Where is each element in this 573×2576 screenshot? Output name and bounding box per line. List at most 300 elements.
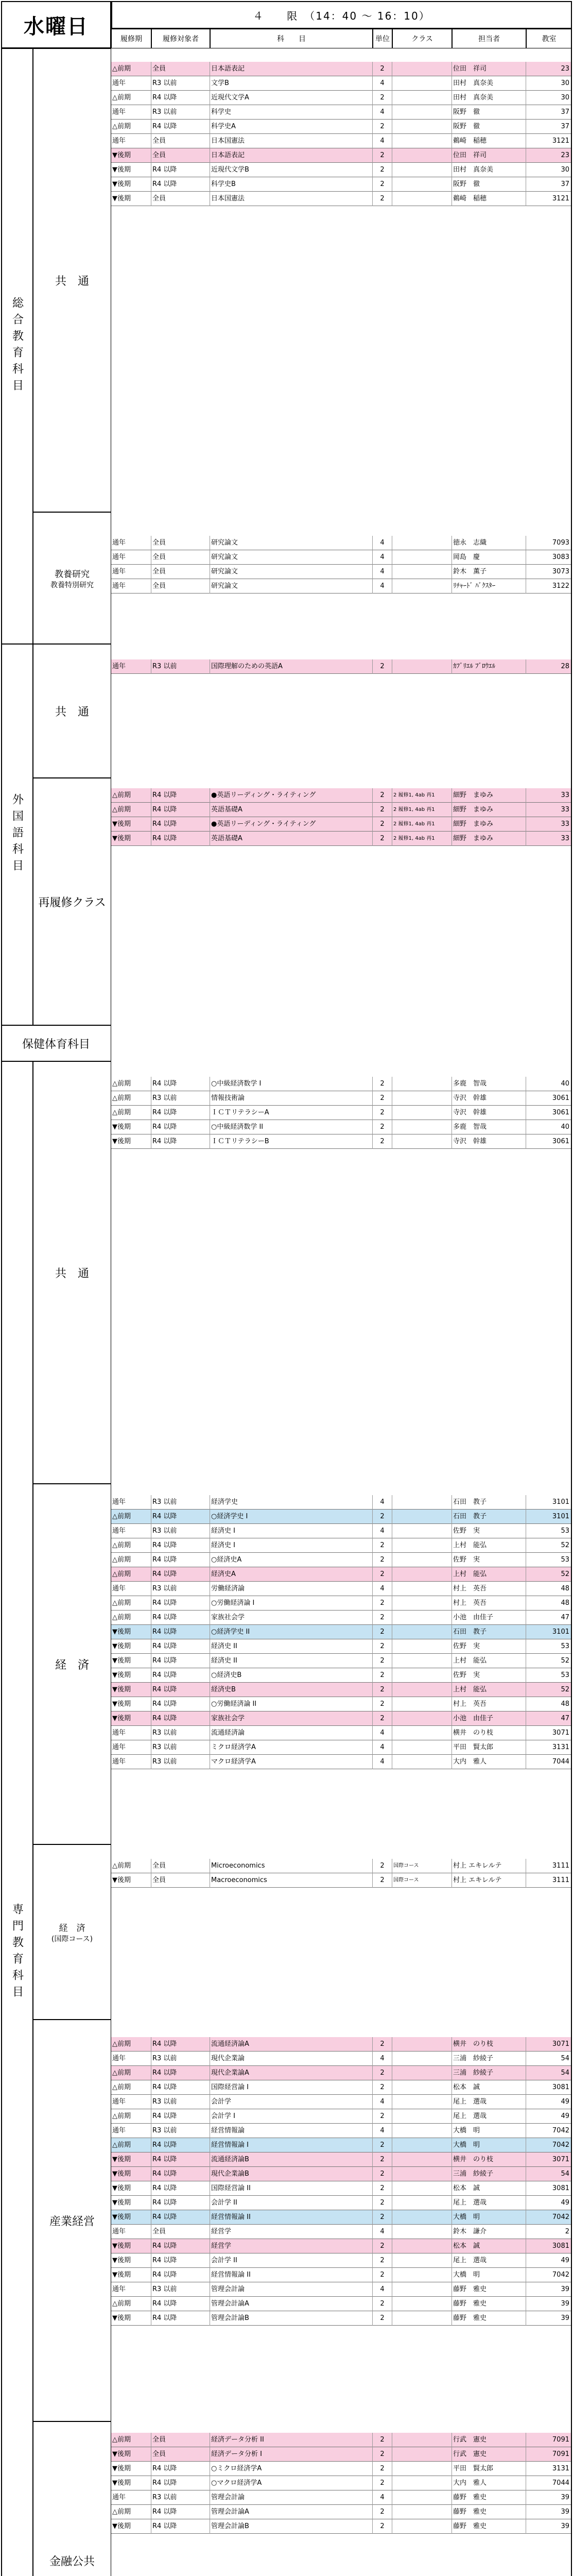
- course-row: [111, 1134, 572, 1149]
- room-cell: 53: [526, 1639, 572, 1654]
- target-cell: 全員: [151, 2447, 210, 2462]
- course-row: [111, 120, 572, 134]
- credits-cell: 2: [373, 2080, 392, 2095]
- subject-cell: 経営学: [210, 2225, 373, 2239]
- subject-cell: 経済史B: [210, 1683, 373, 1697]
- target-cell: 全員: [151, 192, 210, 206]
- teacher-cell: 細野 まゆみ: [452, 832, 526, 846]
- term-cell: △前期: [111, 1106, 151, 1120]
- term-cell: ▼後期: [111, 1625, 151, 1639]
- term-cell: ▼後期: [111, 1697, 151, 1711]
- teacher-cell: 尾上 選哉: [452, 2095, 526, 2109]
- class-cell: [392, 1538, 452, 1553]
- target-cell: R4 以降: [151, 2153, 210, 2167]
- target-cell: R4 以降: [151, 1683, 210, 1697]
- class-cell: [392, 1596, 452, 1611]
- credits-cell: 2: [373, 2153, 392, 2167]
- term-cell: ▼後期: [111, 1711, 151, 1726]
- subject-cell: 日本国憲法: [210, 192, 373, 206]
- target-cell: R4 以降: [151, 2268, 210, 2282]
- course-row: [111, 1538, 572, 1553]
- teacher-cell: 松本 誠: [452, 2239, 526, 2253]
- class-cell: [392, 1697, 452, 1711]
- class-cell: [392, 2066, 452, 2080]
- course-row: [111, 832, 572, 846]
- class-cell: [392, 2167, 452, 2181]
- teacher-cell: 大内 雅人: [452, 2476, 526, 2490]
- class-cell: [392, 550, 452, 565]
- target-cell: R4 以降: [151, 1510, 210, 1524]
- class-cell: [392, 1567, 452, 1582]
- subject-cell: 流通経済論B: [210, 2153, 373, 2167]
- credits-cell: 2: [373, 1510, 392, 1524]
- term-cell: 通年: [111, 2095, 151, 2109]
- category-specialized: 専門教育科目: [1, 1061, 33, 2576]
- credits-cell: 2: [373, 62, 392, 76]
- target-cell: R4 以降: [151, 2239, 210, 2253]
- course-row: [111, 148, 572, 163]
- term-cell: 通年: [111, 659, 151, 674]
- target-cell: 全員: [151, 134, 210, 148]
- room-cell: 3111: [526, 1873, 572, 1888]
- class-cell: 2 履修1, 4ab 再1: [392, 817, 452, 832]
- credits-cell: 4: [373, 1582, 392, 1596]
- teacher-cell: 尾上 選哉: [452, 2253, 526, 2268]
- target-cell: R3 以前: [151, 1495, 210, 1510]
- course-row: [111, 1106, 572, 1120]
- subject-cell: 会計学: [210, 2095, 373, 2109]
- target-cell: R4 以降: [151, 1654, 210, 1668]
- course-row: [111, 105, 572, 120]
- target-cell: 全員: [151, 62, 210, 76]
- economics-intl-sub: (国際コース): [51, 1935, 93, 1943]
- credits-cell: 2: [373, 1711, 392, 1726]
- course-row: [111, 817, 572, 832]
- credits-cell: 2: [373, 2066, 392, 2080]
- class-cell: [392, 1582, 452, 1596]
- term-cell: △前期: [111, 62, 151, 76]
- term-cell: △前期: [111, 1859, 151, 1873]
- class-cell: [392, 2311, 452, 2326]
- target-cell: 全員: [151, 536, 210, 550]
- col-header-class: クラス: [392, 29, 452, 48]
- term-cell: ▼後期: [111, 2311, 151, 2326]
- course-row: [111, 2095, 572, 2109]
- course-row: [111, 1582, 572, 1596]
- term-cell: △前期: [111, 1091, 151, 1106]
- target-cell: 全員: [151, 148, 210, 163]
- course-row: [111, 62, 572, 76]
- course-row: [111, 177, 572, 192]
- subject-cell: 流通経済論: [210, 1726, 373, 1740]
- target-cell: R3 以前: [151, 2490, 210, 2505]
- teacher-cell: 鵜崎 稲穂: [452, 192, 526, 206]
- credits-cell: 2: [373, 832, 392, 846]
- target-cell: R4 以降: [151, 2210, 210, 2225]
- subcategory-common: 共 通: [33, 48, 111, 512]
- teacher-cell: 鈴木 謙介: [452, 2225, 526, 2239]
- course-row: [111, 550, 572, 565]
- class-cell: [392, 1683, 452, 1697]
- subject-cell: ○中級経済数学 I: [210, 1077, 373, 1091]
- credits-cell: 4: [373, 2124, 392, 2138]
- credits-cell: 2: [373, 2037, 392, 2052]
- term-cell: ▼後期: [111, 2181, 151, 2196]
- teacher-cell: 藤野 雅史: [452, 2505, 526, 2519]
- term-cell: ▼後期: [111, 2167, 151, 2181]
- credits-cell: 2: [373, 659, 392, 674]
- room-cell: 7093: [526, 536, 572, 550]
- subject-cell: 会計学 II: [210, 2196, 373, 2210]
- target-cell: R3 以前: [151, 1091, 210, 1106]
- teacher-cell: ﾘﾁｬｰﾄﾞ ﾊﾞｸｽﾀｰ: [452, 579, 526, 594]
- teacher-cell: 寺沢 幹雄: [452, 1106, 526, 1120]
- term-cell: 通年: [111, 565, 151, 579]
- class-cell: [392, 536, 452, 550]
- credits-cell: 4: [373, 2095, 392, 2109]
- target-cell: R4 以降: [151, 1553, 210, 1567]
- room-cell: 3061: [526, 1091, 572, 1106]
- credits-cell: 2: [373, 91, 392, 105]
- term-cell: 通年: [111, 105, 151, 120]
- subject-cell: ○経済学史 II: [210, 1625, 373, 1639]
- teacher-cell: 村上 エキレルテ: [452, 1873, 526, 1888]
- term-cell: ▼後期: [111, 148, 151, 163]
- term-cell: ▼後期: [111, 1873, 151, 1888]
- credits-cell: 2: [373, 1538, 392, 1553]
- room-cell: 54: [526, 2167, 572, 2181]
- course-row: [111, 1683, 572, 1697]
- subject-cell: 科学史: [210, 105, 373, 120]
- teacher-cell: 多鹿 智哉: [452, 1077, 526, 1091]
- term-cell: △前期: [111, 1611, 151, 1625]
- room-cell: 7044: [526, 2476, 572, 2490]
- credits-cell: 2: [373, 2297, 392, 2311]
- target-cell: R4 以降: [151, 1106, 210, 1120]
- economics-intl-label: 経 済: [59, 1923, 85, 1934]
- teacher-cell: 横井 のり枝: [452, 2037, 526, 2052]
- col-header-room: 教室: [526, 29, 572, 48]
- room-cell: 7044: [526, 1755, 572, 1769]
- class-cell: [392, 2297, 452, 2311]
- course-row: [111, 2447, 572, 2462]
- course-row: [111, 2462, 572, 2476]
- term-cell: 通年: [111, 579, 151, 594]
- target-cell: R4 以降: [151, 2462, 210, 2476]
- room-cell: 3071: [526, 2153, 572, 2167]
- room-cell: 54: [526, 2066, 572, 2080]
- term-cell: ▼後期: [111, 2519, 151, 2534]
- course-row: [111, 803, 572, 817]
- col-header-term: 履修期: [111, 29, 151, 48]
- teacher-cell: 大内 雅人: [452, 1755, 526, 1769]
- class-cell: [392, 177, 452, 192]
- target-cell: R4 以降: [151, 2066, 210, 2080]
- target-cell: 全員: [151, 565, 210, 579]
- room-cell: 33: [526, 832, 572, 846]
- subject-cell: 近現代文学A: [210, 91, 373, 105]
- credits-cell: 2: [373, 2138, 392, 2153]
- room-cell: 53: [526, 1524, 572, 1538]
- term-cell: △前期: [111, 1567, 151, 1582]
- class-cell: [392, 1120, 452, 1134]
- credits-cell: 2: [373, 2519, 392, 2534]
- term-cell: ▼後期: [111, 2268, 151, 2282]
- term-cell: △前期: [111, 1510, 151, 1524]
- target-cell: R3 以前: [151, 659, 210, 674]
- room-cell: 7042: [526, 2124, 572, 2138]
- class-cell: [392, 2447, 452, 2462]
- term-cell: ▼後期: [111, 163, 151, 177]
- course-row: [111, 2268, 572, 2282]
- teacher-cell: 細野 まゆみ: [452, 788, 526, 803]
- class-cell: [392, 1495, 452, 1510]
- teacher-cell: 三浦 紗綾子: [452, 2066, 526, 2080]
- target-cell: 全員: [151, 550, 210, 565]
- term-cell: △前期: [111, 91, 151, 105]
- target-cell: R4 以降: [151, 2196, 210, 2210]
- course-row: [111, 1740, 572, 1755]
- room-cell: 47: [526, 1611, 572, 1625]
- course-row: [111, 1596, 572, 1611]
- room-cell: 48: [526, 1582, 572, 1596]
- credits-cell: 2: [373, 2239, 392, 2253]
- subject-cell: 会計学 II: [210, 2253, 373, 2268]
- teacher-cell: 横井 のり枝: [452, 1726, 526, 1740]
- course-row: [111, 1510, 572, 1524]
- subject-cell: 英語基礎A: [210, 832, 373, 846]
- target-cell: R4 以降: [151, 91, 210, 105]
- col-header-teacher: 担当者: [452, 29, 526, 48]
- term-cell: ▼後期: [111, 1639, 151, 1654]
- subject-cell: 管理会計論A: [210, 2505, 373, 2519]
- room-cell: 48: [526, 1596, 572, 1611]
- subject-cell: 経済史 I: [210, 1524, 373, 1538]
- class-cell: [392, 2462, 452, 2476]
- term-cell: △前期: [111, 2138, 151, 2153]
- term-cell: 通年: [111, 1495, 151, 1510]
- room-cell: 3081: [526, 2181, 572, 2196]
- room-cell: 49: [526, 2253, 572, 2268]
- class-cell: [392, 2080, 452, 2095]
- teacher-cell: 藤野 雅史: [452, 2311, 526, 2326]
- course-row: [111, 1668, 572, 1683]
- class-cell: [392, 91, 452, 105]
- course-row: [111, 2476, 572, 2490]
- teacher-cell: 位田 祥司: [452, 148, 526, 163]
- subject-cell: 経営情報論: [210, 2124, 373, 2138]
- course-row: [111, 536, 572, 550]
- credits-cell: 2: [373, 1873, 392, 1888]
- credits-cell: 2: [373, 2311, 392, 2326]
- target-cell: R4 以降: [151, 1538, 210, 1553]
- class-cell: [392, 1510, 452, 1524]
- course-row: [111, 91, 572, 105]
- teacher-cell: 上村 能弘: [452, 1567, 526, 1582]
- category-general-education: 総合教育科目: [1, 48, 33, 644]
- course-row: [111, 1524, 572, 1538]
- teacher-cell: 行武 憲史: [452, 2447, 526, 2462]
- term-cell: ▼後期: [111, 2196, 151, 2210]
- target-cell: R3 以前: [151, 2052, 210, 2066]
- target-cell: R4 以降: [151, 1711, 210, 1726]
- course-row: [111, 2490, 572, 2505]
- term-cell: ▼後期: [111, 817, 151, 832]
- subcategory-liberal-research: [33, 512, 111, 644]
- target-cell: R4 以降: [151, 1134, 210, 1149]
- teacher-cell: 藤野 雅史: [452, 2490, 526, 2505]
- teacher-cell: 田村 真奈美: [452, 76, 526, 91]
- subcategory-remedial: 再履修クラス: [33, 778, 111, 1025]
- liberal-research-label: 教養研究: [55, 569, 90, 580]
- subject-cell: 経営情報論 I: [210, 2138, 373, 2153]
- target-cell: R3 以前: [151, 105, 210, 120]
- liberal-research-sub: 教養特別研究: [50, 581, 94, 589]
- course-row: [111, 2433, 572, 2447]
- credits-cell: 2: [373, 1654, 392, 1668]
- class-cell: [392, 2282, 452, 2297]
- term-cell: ▼後期: [111, 177, 151, 192]
- credits-cell: 2: [373, 803, 392, 817]
- room-cell: 52: [526, 1538, 572, 1553]
- credits-cell: 4: [373, 134, 392, 148]
- subject-cell: ○経済史A: [210, 1553, 373, 1567]
- target-cell: R4 以降: [151, 1596, 210, 1611]
- target-cell: R4 以降: [151, 2138, 210, 2153]
- credits-cell: 2: [373, 2476, 392, 2490]
- target-cell: 全員: [151, 1873, 210, 1888]
- subject-cell: 管理会計論B: [210, 2519, 373, 2534]
- credits-cell: 2: [373, 1567, 392, 1582]
- subject-cell: 現代企業論B: [210, 2167, 373, 2181]
- class-cell: [392, 62, 452, 76]
- room-cell: 3071: [526, 2037, 572, 2052]
- target-cell: R4 以降: [151, 1077, 210, 1091]
- class-cell: [392, 163, 452, 177]
- target-cell: R4 以降: [151, 1120, 210, 1134]
- subject-cell: ○ミクロ経済学A: [210, 2462, 373, 2476]
- room-cell: 3121: [526, 134, 572, 148]
- class-cell: [392, 192, 452, 206]
- course-row: [111, 2052, 572, 2066]
- subject-cell: Microeconomics: [210, 1859, 373, 1873]
- teacher-cell: 多鹿 智哉: [452, 1120, 526, 1134]
- term-cell: ▼後期: [111, 832, 151, 846]
- credits-cell: 2: [373, 788, 392, 803]
- credits-cell: 2: [373, 1106, 392, 1120]
- teacher-cell: 小池 由佳子: [452, 1711, 526, 1726]
- course-row: [111, 788, 572, 803]
- credits-cell: 4: [373, 565, 392, 579]
- course-row: [111, 2138, 572, 2153]
- teacher-cell: 位田 祥司: [452, 62, 526, 76]
- room-cell: 28: [526, 659, 572, 674]
- target-cell: 全員: [151, 579, 210, 594]
- target-cell: R3 以前: [151, 1524, 210, 1538]
- target-cell: R4 以降: [151, 1668, 210, 1683]
- room-cell: 33: [526, 817, 572, 832]
- term-cell: ▼後期: [111, 1668, 151, 1683]
- room-cell: 39: [526, 2311, 572, 2326]
- course-row: [111, 659, 572, 674]
- course-row: [111, 2253, 572, 2268]
- teacher-cell: 藤野 雅史: [452, 2519, 526, 2534]
- credits-cell: 2: [373, 120, 392, 134]
- credits-cell: 4: [373, 2282, 392, 2297]
- class-cell: [392, 659, 452, 674]
- course-row: [111, 1654, 572, 1668]
- subcategory-fl-common: 共 通: [33, 644, 111, 778]
- teacher-cell: 尾上 選哉: [452, 2196, 526, 2210]
- credits-cell: 2: [373, 2167, 392, 2181]
- subject-cell: 経済史 I: [210, 1538, 373, 1553]
- term-cell: △前期: [111, 1077, 151, 1091]
- target-cell: R3 以前: [151, 2124, 210, 2138]
- subject-cell: 国際経営論 I: [210, 2080, 373, 2095]
- credits-cell: 2: [373, 2196, 392, 2210]
- subject-cell: 研究論文: [210, 565, 373, 579]
- subject-cell: 労働経済論: [210, 1582, 373, 1596]
- room-cell: 3061: [526, 1134, 572, 1149]
- class-cell: [392, 579, 452, 594]
- teacher-cell: 小池 由佳子: [452, 1611, 526, 1625]
- room-cell: 39: [526, 2282, 572, 2297]
- room-cell: 30: [526, 91, 572, 105]
- course-row: [111, 2080, 572, 2095]
- teacher-cell: 三浦 紗綾子: [452, 2167, 526, 2181]
- teacher-cell: 佐野 実: [452, 1639, 526, 1654]
- credits-cell: 2: [373, 177, 392, 192]
- target-cell: R4 以降: [151, 2311, 210, 2326]
- room-cell: 3083: [526, 550, 572, 565]
- class-cell: [392, 2196, 452, 2210]
- term-cell: △前期: [111, 2066, 151, 2080]
- target-cell: R4 以降: [151, 2080, 210, 2095]
- period-header: ４ 限 （14：40 〜 16：10）: [111, 1, 572, 29]
- term-cell: 通年: [111, 1582, 151, 1596]
- term-cell: 通年: [111, 2225, 151, 2239]
- course-row: [111, 2124, 572, 2138]
- credits-cell: 2: [373, 1091, 392, 1106]
- class-cell: 2 履修1, 4ab 再1: [392, 803, 452, 817]
- teacher-cell: 横井 のり枝: [452, 2153, 526, 2167]
- target-cell: R4 以降: [151, 2253, 210, 2268]
- credits-cell: 4: [373, 2225, 392, 2239]
- credits-cell: 4: [373, 1755, 392, 1769]
- room-cell: 39: [526, 2297, 572, 2311]
- course-row: [111, 2153, 572, 2167]
- room-cell: 49: [526, 2109, 572, 2124]
- subject-cell: 現代企業論A: [210, 2066, 373, 2080]
- teacher-cell: 阪野 徹: [452, 177, 526, 192]
- teacher-cell: 尾上 選哉: [452, 2109, 526, 2124]
- room-cell: 7091: [526, 2433, 572, 2447]
- teacher-cell: 鵜崎 稲穂: [452, 134, 526, 148]
- credits-cell: 2: [373, 2109, 392, 2124]
- term-cell: △前期: [111, 2080, 151, 2095]
- subject-cell: 日本語表記: [210, 62, 373, 76]
- teacher-cell: 三浦 紗綾子: [452, 2052, 526, 2066]
- subcategory-economics: 経 済: [33, 1484, 111, 1844]
- subject-cell: 国際経営論 II: [210, 2181, 373, 2196]
- room-cell: 7042: [526, 2210, 572, 2225]
- teacher-cell: 村上 英吾: [452, 1697, 526, 1711]
- term-cell: △前期: [111, 2037, 151, 2052]
- credits-cell: 4: [373, 105, 392, 120]
- subject-cell: ○経済史B: [210, 1668, 373, 1683]
- class-cell: [392, 2037, 452, 2052]
- course-row: [111, 1711, 572, 1726]
